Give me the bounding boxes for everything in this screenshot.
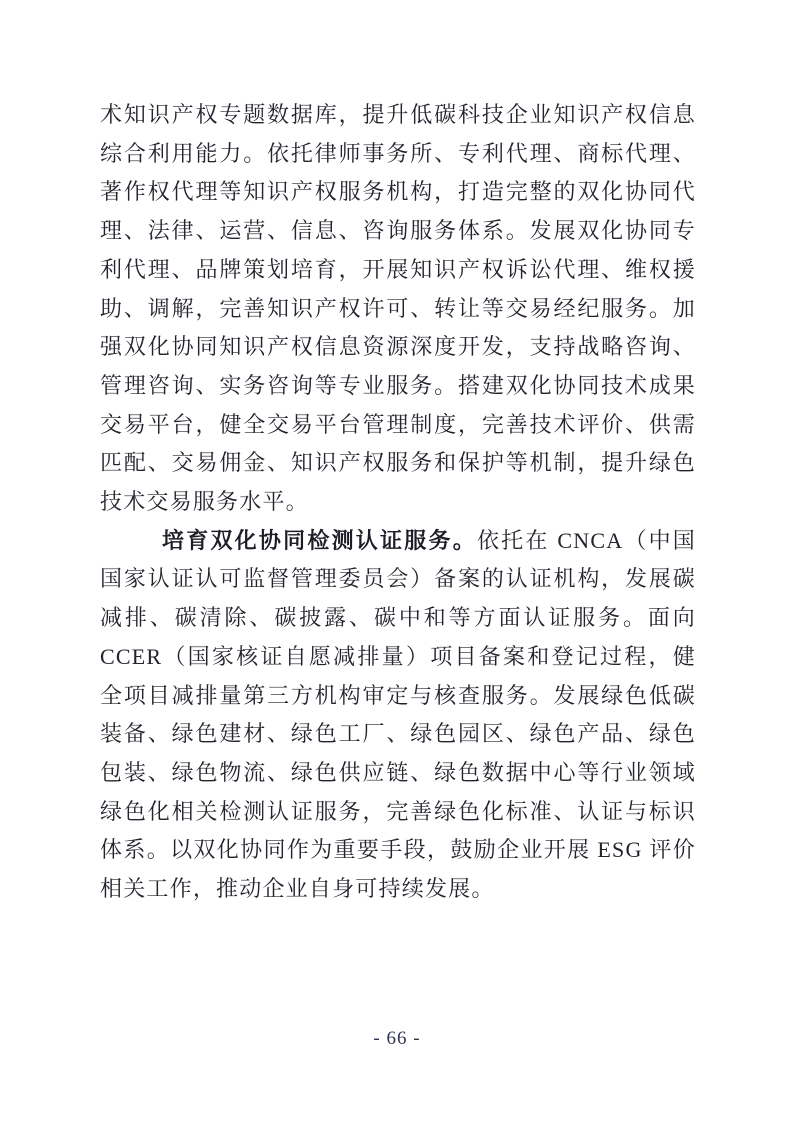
page-number: - 66 - <box>373 1028 421 1049</box>
page-footer <box>0 1028 794 1050</box>
paragraph-text: 术知识产权专题数据库，提升低碳科技企业知识产权信息综合利用能力。依托律师事务所、专利代理、商标代理、著作权代理等知识产权服务机构，打造完整的双化协同代理、法律、运营、信息、咨询服务体系。发展双化协同专利代理、品牌策划培育，开展知识产权诉讼代理、维权援助、调解，完善知识产权许可、转让等交易经纪服务。加强双化协同知识产权信息资源深度开发，支持战略咨询、管理咨询、实务咨询等专业服务。搭建双化协同技术成果交易平台，健全交易平台管理制度，完善技术评价、供需匹配、交易佣金、知识产权服务和保护等机制，提升绿色技术交易服务水平。 <box>100 102 696 515</box>
paragraph-text: 依托在 CNCA（中国国家认证认可监督管理委员会）备案的认证机构，发展碳减排、碳清除、碳披露、碳中和等方面认证服务。面向 CCER（国家核证自愿减排量）项目备案和登记过程，健全项目减排量第三方机构审定与核查服务。发展绿色低碳装备、绿色建材、绿色工厂、绿色园区、绿色产品、绿色包装、绿色物流、绿色供应链、绿色数据中心等行业领域绿色化相关检测认证服务，完善绿色化标准、认证与标识体系。以双化协同作为重要手段，鼓励企业开展 ESG 评价相关工作，推动企业自身可持续发展。 <box>100 527 697 902</box>
paragraph <box>100 522 696 909</box>
document-body <box>100 96 696 909</box>
paragraph-lead: 培育双化协同检测认证服务。 <box>162 527 477 553</box>
paragraph <box>100 96 696 522</box>
